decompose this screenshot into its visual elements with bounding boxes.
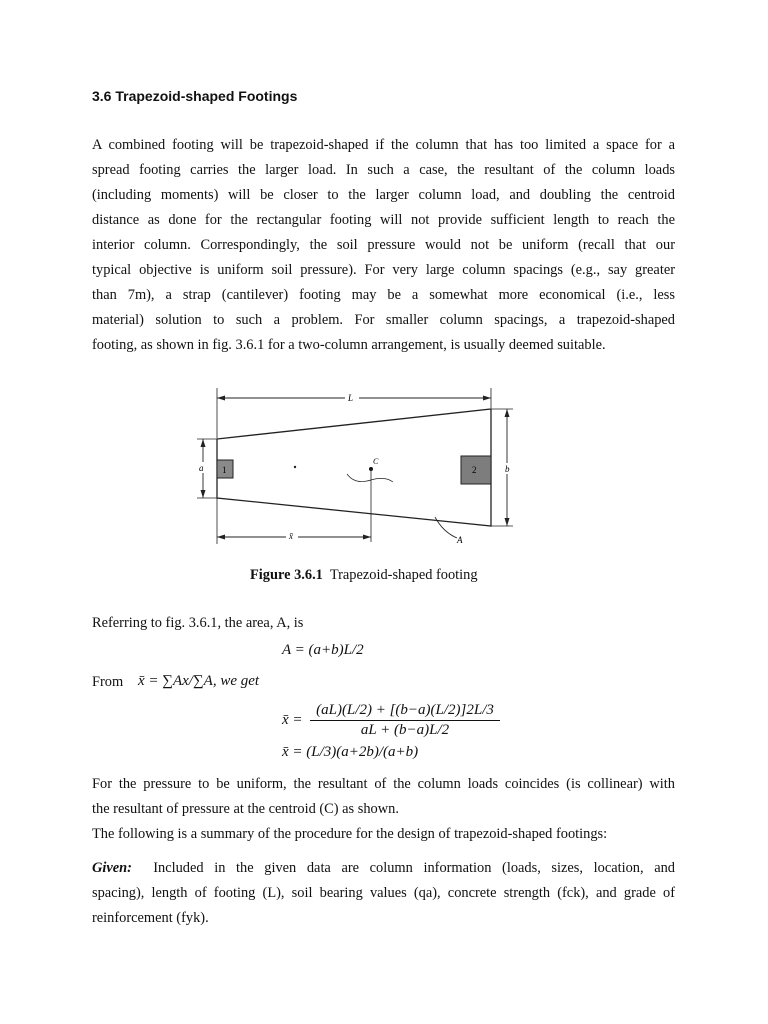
label-L: L xyxy=(348,393,354,403)
section-heading: 3.6 Trapezoid-shaped Footings xyxy=(92,88,298,104)
figure-caption-label: Figure 3.6.1 xyxy=(250,567,323,583)
fraction-numerator: (aL)(L/2) + [(b−a)(L/2)]2L/3 xyxy=(316,702,494,718)
label-a: a xyxy=(199,463,204,473)
given-line-1: Included in the given data are column information (loads, sizes, location, and xyxy=(153,860,675,876)
given-paragraph xyxy=(92,856,675,931)
area-intro: Referring to fig. 3.6.1, the area, A, is xyxy=(92,615,304,631)
trapezoid-footing-diagram xyxy=(185,380,525,550)
given-line-2: spacing), length of footing (L), soil bearing values (qa), concrete strength (fck), and grade of xyxy=(92,885,675,901)
uniform-line: the resultant of pressure at the centroid (C) as shown. xyxy=(92,801,399,817)
intro-line: typical objective is uniform soil pressure). For very large column spacings (e.g., say greater xyxy=(92,262,675,278)
arrow-head xyxy=(363,535,371,540)
centroid-lhs: x̄ = xyxy=(282,712,303,728)
centroid-arc xyxy=(347,474,393,482)
arrow-head xyxy=(201,439,206,447)
figure-caption xyxy=(250,567,478,584)
arrow-head xyxy=(483,396,491,401)
column-2-label: 2 xyxy=(472,465,477,475)
intro-line: than 7m), a strap (cantilever) footing may be a somewhat more economical (i.e., less xyxy=(92,287,675,303)
label-A: A xyxy=(457,535,463,545)
uniform-line: For the pressure to be uniform, the resultant of the column loads coincides (is collinear) with xyxy=(92,776,675,792)
uniform-paragraph xyxy=(92,772,675,822)
given-line-3: reinforcement (fyk). xyxy=(92,910,209,926)
fraction-denominator: aL + (b−a)L/2 xyxy=(360,722,450,738)
centroid-definition-formula: x̄ = ∑Ax/∑A, xyxy=(138,673,217,689)
intro-line: footing, as shown in fig. 3.6.1 for a two-column arrangement, is usually deemed suitable. xyxy=(92,337,606,353)
arrow-head xyxy=(505,518,510,526)
arrow-head xyxy=(201,490,206,498)
intro-line: distance as done for the rectangular footing will not provide sufficient length to reach the xyxy=(92,212,675,228)
arrow-head xyxy=(505,409,510,417)
we-get-text: we get xyxy=(220,673,260,689)
fraction-bar xyxy=(310,720,500,721)
centroid-definition xyxy=(138,673,259,690)
intro-line: spread footing carries the larger load. In such a case, the resultant of the column loads xyxy=(92,162,675,178)
summary-line: The following is a summary of the procedure for the design of trapezoid-shaped footings: xyxy=(92,826,608,842)
intro-paragraph xyxy=(92,133,675,358)
intro-line: interior column. Correspondingly, the soil pressure would not be uniform (recall that our xyxy=(92,237,675,253)
arrow-head xyxy=(217,535,225,540)
area-formula: A = (a+b)L/2 xyxy=(282,642,364,658)
small-dot xyxy=(294,466,296,468)
intro-line: (including moments) will be closer to the larger column load, and doubling the centroid xyxy=(92,187,675,203)
centroid-fraction xyxy=(310,702,500,739)
intro-line: A combined footing will be trapezoid-shaped if the column that has too limited a space for a xyxy=(92,137,675,153)
given-line xyxy=(92,856,675,881)
label-xbar: x̄ xyxy=(289,531,293,541)
arrow-head xyxy=(217,396,225,401)
column-1-label: 1 xyxy=(222,465,227,475)
centroid-result: x̄ = (L/3)(a+2b)/(a+b) xyxy=(282,744,419,760)
given-label: Given: xyxy=(92,860,132,876)
footing-outline xyxy=(217,409,491,526)
label-C: C xyxy=(373,457,379,466)
intro-line: material) solution to such a problem. For smaller column spacings, a trapezoid-shaped xyxy=(92,312,675,328)
from-label: From xyxy=(92,674,124,690)
trapezoid-footing-figure xyxy=(185,380,525,550)
label-b: b xyxy=(505,464,510,474)
figure-caption-text: Trapezoid-shaped footing xyxy=(329,567,478,583)
